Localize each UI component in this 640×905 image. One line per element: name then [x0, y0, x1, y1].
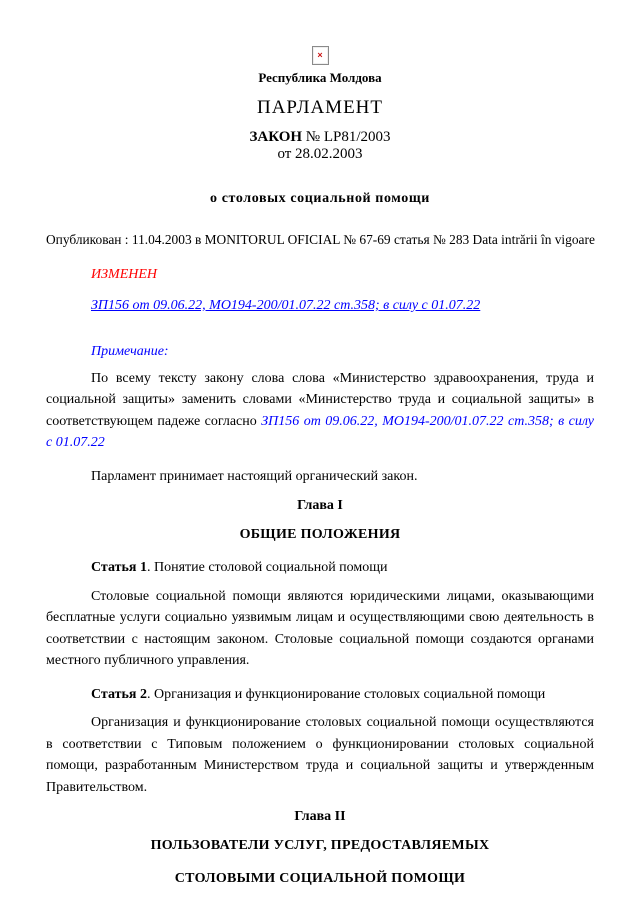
header-image-area: [46, 46, 594, 66]
article-1-label: Статья 1: [91, 560, 147, 575]
amendment-link-row: [46, 284, 594, 317]
chapter-1-title: ОБЩИЕ ПОЛОЖЕНИЯ: [239, 527, 401, 542]
law-number-line: [46, 129, 594, 146]
article-1-body: Столовые социальной помощи являются юридическими лицами, оказывающими бесплатные услуги социально уязвимым лицам и осуществляющими свою деятельность в соответствии с настоящим законом. Столовые социальной помощи создаются органами местного публичного управления.: [46, 588, 594, 668]
note-text: По всему тексту закону слова слова «Министерство здравоохранения, труда и социальной защиты» заменить словами «Министерство труда и социальной защиты» в соответствующем падеже согласно: [46, 370, 594, 429]
article-2-heading: [46, 684, 594, 706]
broken-image-icon: [312, 46, 329, 65]
institution-title: ПАРЛАМЕНТ: [256, 97, 383, 118]
amendment-link[interactable]: ЗП156 от 09.06.22, МО194-200/01.07.22 ст.358; в силу с 01.07.22: [91, 298, 481, 313]
article-1-title: . Понятие столовой социальной помощи: [146, 560, 388, 575]
note-label: Примечание:: [91, 343, 169, 359]
country-title: Республика Молдова: [258, 70, 382, 85]
publication-line: Опубликован : 11.04.2003 в MONITORUL OFICIAL № 67-69 статья № 283 Data intrării în vigoare: [46, 232, 595, 247]
note-paragraph: [46, 368, 594, 454]
amended-status-label: ИЗМЕНЕН: [91, 267, 158, 282]
chapter-2-title-line2: СТОЛОВЫМИ СОЦИАЛЬНОЙ ПОМОЩИ: [174, 871, 466, 886]
law-label: ЗАКОН: [249, 129, 303, 145]
note-citation-link[interactable]: ЗП156 от 09.06.22, МО194-200/01.07.22 ст.358; в силу с 01.07.22: [46, 413, 594, 450]
article-2-body: Организация и функционирование столовых социальной помощи осуществляются в соответствии с Типовым положением о функционировании столовых социальной помощи, разработанным Министерством труда и социальной защиты и утвержденным Правительством.: [46, 715, 594, 795]
chapter-2-title-line1: ПОЛЬЗОВАТЕЛИ УСЛУГ, ПРЕДОСТАВЛЯЕМЫХ: [150, 838, 490, 853]
article-2-title: . Организация и функционирование столовых социальной помощи: [146, 686, 546, 702]
law-number: № LP81/2003: [302, 129, 391, 145]
chapter-2-label: Глава II: [294, 809, 346, 824]
article-2-label: Статья 2: [91, 686, 147, 702]
law-heading: [46, 129, 594, 163]
preamble-paragraph: Парламент принимает настоящий органический закон.: [91, 468, 418, 484]
article-1-heading: [46, 557, 594, 579]
law-subject-title: о столовых социальной помощи: [210, 191, 430, 206]
broken-image-x-glyph: ×: [317, 50, 323, 60]
law-date: от 28.02.2003: [277, 146, 363, 162]
chapter-1-label: Глава I: [297, 498, 343, 513]
